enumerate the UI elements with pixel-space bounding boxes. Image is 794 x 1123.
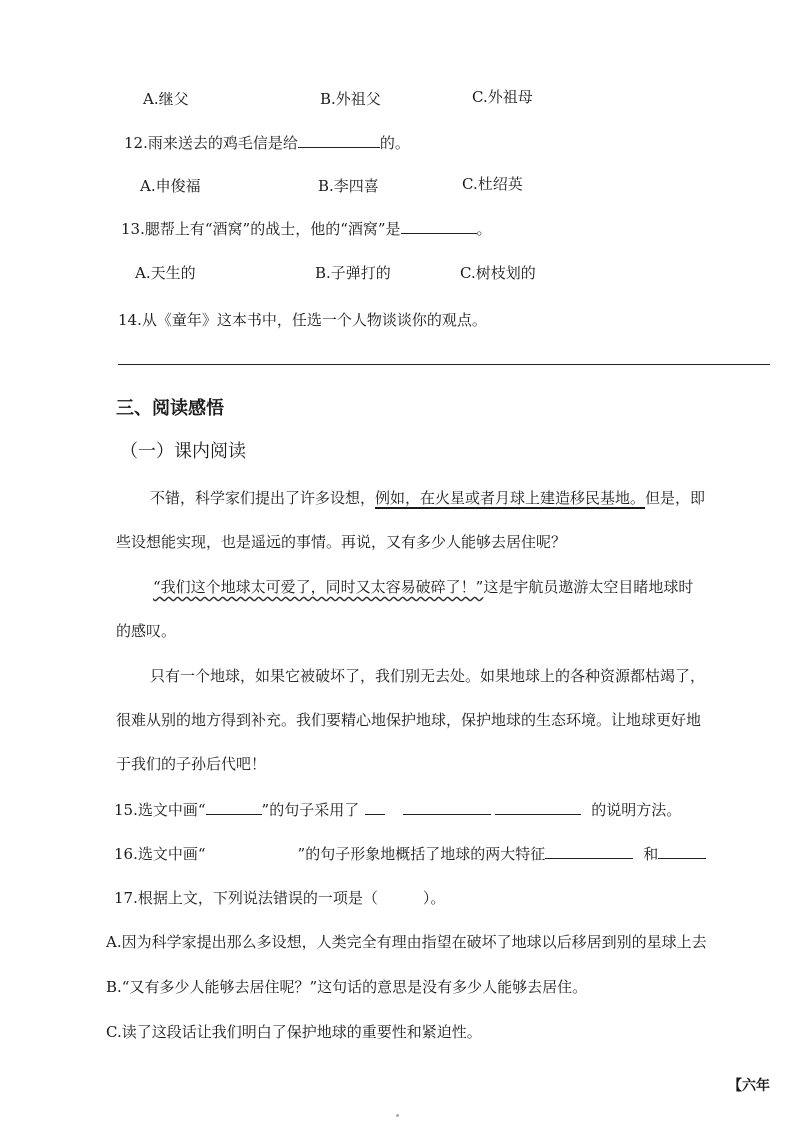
q13-stem-post: 。 bbox=[476, 220, 492, 238]
q17-option-b[interactable]: B.“又有多少人能够去居住呢？”这句话的意思是没有多少人能够去居住。 bbox=[106, 978, 588, 996]
q12-option-c: C.杜绍英 bbox=[462, 175, 523, 193]
q14-answer-line[interactable] bbox=[118, 364, 770, 365]
q12-option-b: B.李四喜 bbox=[318, 177, 379, 195]
passage-p2-line2: 的感叹。 bbox=[116, 622, 177, 640]
q16-and: 和 bbox=[643, 845, 659, 863]
q16-mid: ”的句子形象地概括了地球的两大特征 bbox=[297, 845, 546, 863]
passage-p1-line1 bbox=[150, 487, 705, 508]
q11-option-b: B.外祖父 bbox=[320, 90, 381, 108]
q15-mid: ”的句子采用了 bbox=[261, 801, 360, 819]
subsection-title: （一）课内阅读 bbox=[120, 441, 246, 462]
q15-blank-2[interactable] bbox=[403, 800, 491, 815]
q16-wavy-mark-sample bbox=[230, 845, 264, 863]
q16-pre: 16.选文中画“ bbox=[114, 845, 206, 863]
passage-p3-line1: 只有一个地球，如果它被破坏了，我们别无去处。如果地球上的各种资源都枯竭了， bbox=[150, 667, 706, 685]
q13-option-c: C.树枝划的 bbox=[460, 264, 536, 282]
q17-option-c[interactable]: C.读了这段话让我们明白了保护地球的重要性和紧迫性。 bbox=[106, 1023, 482, 1041]
q13-option-a: A.天生的 bbox=[135, 264, 196, 282]
q11-option-c: C.外祖母 bbox=[472, 88, 533, 106]
passage-p1-a: 不错，科学家们提出了许多设想， bbox=[150, 489, 376, 507]
page-dot bbox=[396, 1114, 399, 1117]
q13-option-b: B.子弹打的 bbox=[315, 264, 391, 282]
q13-stem-pre: 13.腮帮上有“酒窝”的战士，他的“酒窝”是 bbox=[121, 220, 401, 238]
passage-p2-b: 这是宇航员遨游太空目睹地球时 bbox=[483, 578, 694, 596]
q12-stem-pre: 12.雨来送去的鸡毛信是给 bbox=[124, 134, 298, 152]
q16-stem bbox=[114, 843, 706, 864]
q13-blank[interactable] bbox=[401, 219, 477, 234]
q15-pre: 15.选文中画“ bbox=[114, 801, 206, 819]
q12-stem-post: 的。 bbox=[379, 134, 410, 152]
q12-blank[interactable] bbox=[298, 133, 380, 148]
passage-p2-wavy: “我们这个地球太可爱了，同时又太容易破碎了！” bbox=[153, 578, 484, 596]
q15-mark-sample bbox=[206, 804, 262, 815]
passage-p2-line1 bbox=[153, 576, 693, 597]
q15-blank-1[interactable] bbox=[365, 800, 385, 815]
q16-blank-1[interactable] bbox=[545, 844, 633, 859]
q13-stem bbox=[121, 218, 492, 239]
q12-stem bbox=[124, 132, 410, 153]
passage-p1-c: 但是，即 bbox=[645, 489, 706, 507]
passage-p1-underlined: 例如，在火星或者月球上建造移民基地。 bbox=[375, 489, 646, 507]
q16-blank-2[interactable] bbox=[658, 844, 706, 859]
q17-option-a[interactable]: A.因为科学家提出那么多设想，人类完全有理由指望在破坏了地球以后移居到别的星球上去 bbox=[106, 933, 707, 951]
q15-blank-3[interactable] bbox=[495, 800, 581, 815]
q12-option-a: A.申俊福 bbox=[140, 177, 201, 195]
passage-p3-line2: 很难从别的地方得到补充。我们要精心地保护地球，保护地球的生态环境。让地球更好地 bbox=[116, 711, 702, 729]
q15-post: 的说明方法。 bbox=[591, 801, 682, 819]
q17-stem: 17.根据上文，下列说法错误的一项是（ ）。 bbox=[114, 889, 446, 907]
footer-grade-tag: 【六年 bbox=[728, 1078, 770, 1094]
passage-p1-line2: 些设想能实现，也是遥远的事情。再说，又有多少人能够去居住呢？ bbox=[116, 533, 567, 551]
q14-stem: 14.从《童年》这本书中，任选一个人物谈谈你的观点。 bbox=[118, 311, 487, 329]
q15-stem bbox=[114, 799, 681, 820]
passage-p3-line3: 于我们的子孙后代吧！ bbox=[116, 755, 267, 773]
section-title: 三、阅读感悟 bbox=[116, 398, 224, 419]
q11-option-a: A.继父 bbox=[143, 90, 189, 108]
